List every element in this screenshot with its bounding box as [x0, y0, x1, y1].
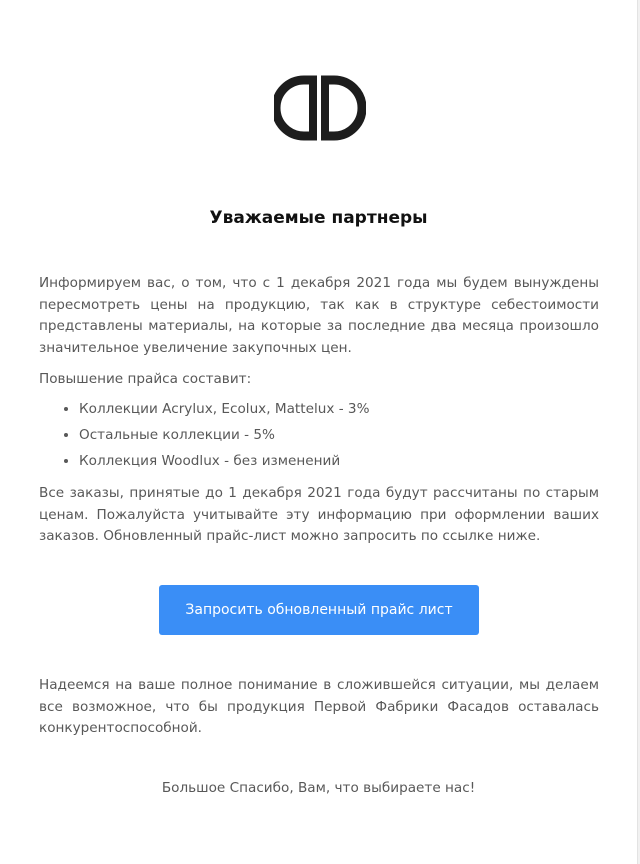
list-item: • Коллекции Acrylux, Ecolux, Mattelux - 3% — [79, 399, 599, 425]
company-logo-icon — [274, 72, 366, 144]
orders-note-paragraph: Все заказы, принятые до 1 декабря 2021 года будут рассчитаны по старым ценам. Пожалуйста учитывайте эту информацию при оформлении ваших заказов. Обновленный прайс-лист можно запросить по ссылке ниже. — [39, 485, 599, 544]
page-title: Уважаемые партнеры — [209, 208, 428, 228]
list-item: • Остальные коллекции - 5% — [79, 425, 599, 451]
closing-paragraph: Надеемся на ваше полное понимание в сложившейся ситуации, мы делаем все возможное, что бы продукция Первой Фабрики Фасадов оставалась конкурентоспособной. — [39, 677, 599, 736]
list-item: • Коллекция Woodlux - без изменений — [79, 451, 599, 477]
price-increase-label: Повышение прайса составит: — [39, 371, 252, 387]
thanks-line: Большое Спасибо, Вам, что выбираете нас! — [161, 780, 476, 796]
request-price-list-button[interactable]: Запросить обновленный прайс лист — [159, 585, 479, 635]
intro-paragraph: Информируем вас, о том, что с 1 декабря 2021 года мы будем вынуждены пересмотреть цены на продукцию, так как в структуре себестоимости представлены материалы, на которые за последние два месяца произошло значительное увеличение закупочных цен. — [39, 275, 599, 356]
price-change-list — [39, 399, 599, 477]
